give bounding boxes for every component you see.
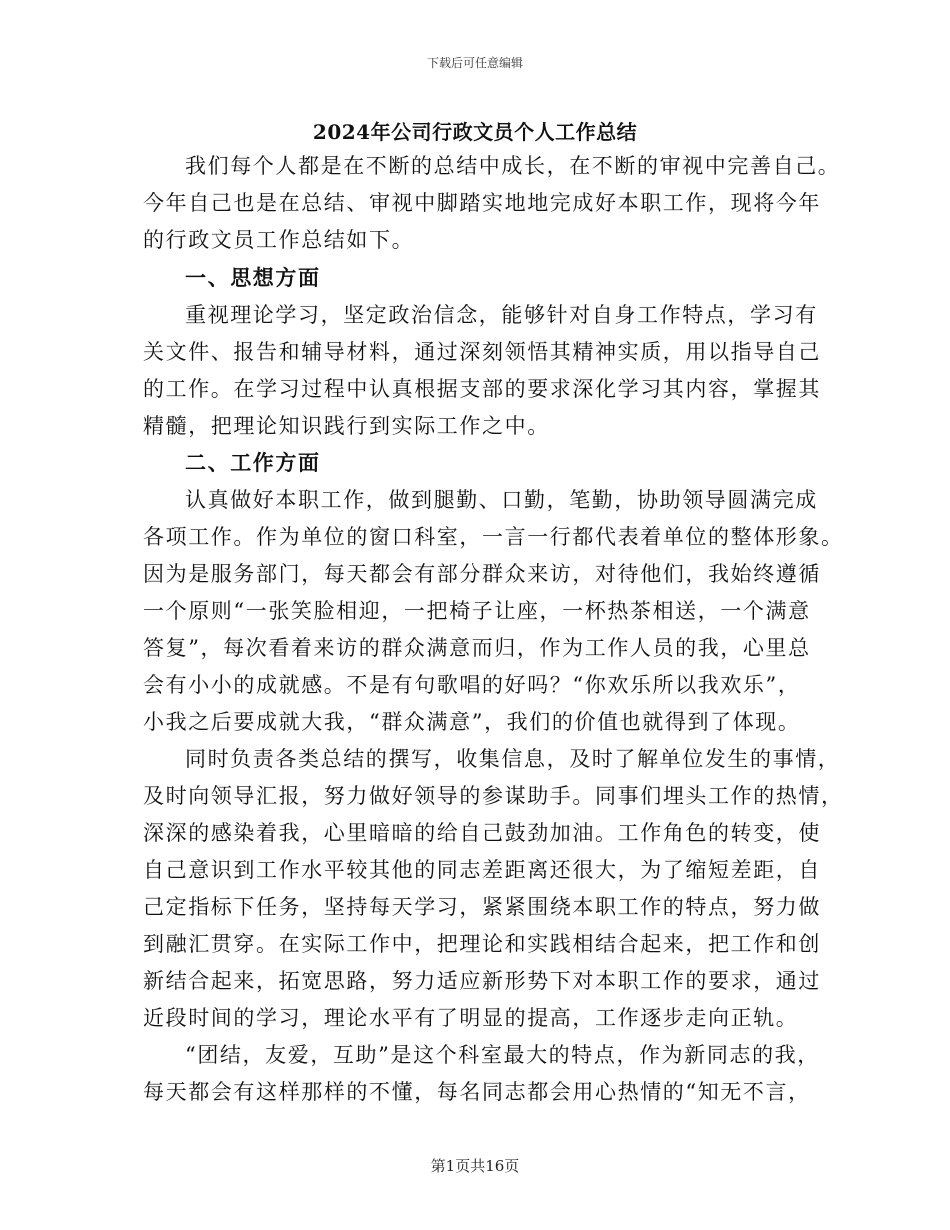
paragraph-line: 新结合起来，拓宽思路，努力适应新形势下对本职工作的要求，通过 <box>143 969 821 993</box>
paragraph-line: 同时负责各类总结的撰写，收集信息，及时了解单位发生的事情， <box>185 747 841 771</box>
paragraph-line: 重视理论学习，坚定政治信念，能够针对自身工作特点，学习有 <box>185 303 818 327</box>
paragraph-line: 会有小小的成就感。不是有句歌唱的好吗？“你欢乐所以我欢乐”， <box>143 673 801 697</box>
paragraph-line: 因为是服务部门，每天都会有部分群众来访，对待他们，我始终遵循 <box>143 562 821 586</box>
section-heading: 一、思想方面 <box>185 265 321 290</box>
paragraph-line: 到融汇贯穿。在实际工作中，把理论和实践相结合起来，把工作和创 <box>143 932 821 956</box>
paragraph-line: 及时向领导汇报，努力做好领导的参谋助手。同事们埋头工作的热情， <box>143 784 844 808</box>
paragraph-line: 每天都会有这样那样的不懂，每名同志都会用心热情的“知无不言， <box>143 1080 811 1104</box>
document-title: 2024年公司行政文员个人工作总结 <box>312 120 638 144</box>
paragraph-line: 关文件、报告和辅导材料，通过深刻领悟其精神实质，用以指导自己 <box>143 340 821 364</box>
paragraph-line: 我们每个人都是在不断的总结中成长，在不断的审视中完善自己。 <box>185 154 841 178</box>
paragraph-line: “团结，友爱，互助”是这个科室最大的特点，作为新同志的我， <box>185 1043 820 1067</box>
paragraph-line: 的行政文员工作总结如下。 <box>143 228 415 252</box>
paragraph-line: 深深的感染着我，心里暗暗的给自己鼓劲加油。工作角色的转变，使 <box>143 821 821 845</box>
page-number-footer: 第1页共16页 <box>430 1157 520 1175</box>
paragraph-line: 精髓，把理论知识践行到实际工作之中。 <box>143 414 550 438</box>
paragraph-line: 小我之后要成就大我，“群众满意”，我们的价值也就得到了体现。 <box>143 710 801 734</box>
paragraph-line: 答复”，每次看着来访的群众满意而归，作为工作人员的我，心里总 <box>143 636 811 660</box>
paragraph-line: 的工作。在学习过程中认真根据支部的要求深化学习其内容，掌握其 <box>143 377 821 401</box>
section-heading: 二、工作方面 <box>185 450 321 475</box>
paragraph-line: 自己意识到工作水平较其他的同志差距离还很大，为了缩短差距，自 <box>143 858 821 882</box>
paragraph-line: 各项工作。作为单位的窗口科室，一言一行都代表着单位的整体形象。 <box>143 525 844 549</box>
paragraph-line: 今年自己也是在总结、审视中脚踏实地地完成好本职工作，现将今年 <box>143 191 821 215</box>
paragraph-line: 一个原则“一张笑脸相迎，一把椅子让座，一杯热茶相送，一个满意 <box>143 599 811 623</box>
paragraph-line: 认真做好本职工作，做到腿勤、口勤，笔勤，协助领导圆满完成 <box>185 488 818 512</box>
paragraph-line: 近段时间的学习，理论水平有了明显的提高，工作逐步走向正轨。 <box>143 1006 799 1030</box>
paragraph-line: 己定指标下任务，坚持每天学习，紧紧围绕本职工作的特点，努力做 <box>143 895 821 919</box>
header-note: 下载后可任意编辑 <box>426 56 523 70</box>
